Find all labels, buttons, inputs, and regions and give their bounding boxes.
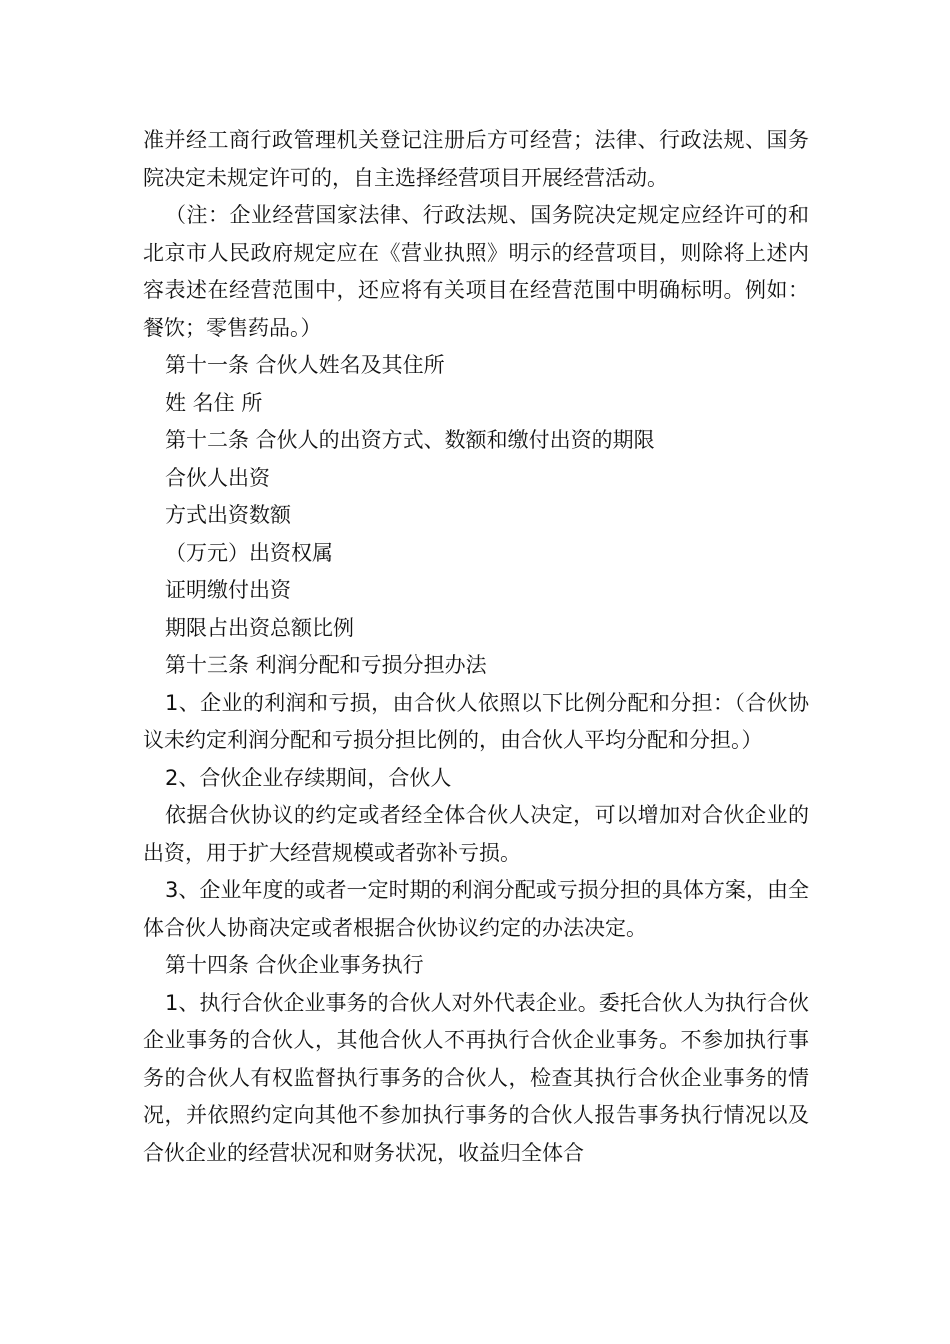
article-12-heading: 第十二条 合伙人的出资方式、数额和缴付出资的期限 <box>165 428 655 452</box>
contribution-table-line-2: 方式出资数额 <box>165 503 291 527</box>
contribution-table-line-1: 合伙人出资 <box>165 465 270 490</box>
article-11-heading: 第十一条 合伙人姓名及其住所 <box>165 353 445 377</box>
contribution-table-line-4: 证明缴付出资 <box>165 578 291 602</box>
article-13-clause-2: 2、合伙企业存续期间，合伙人 <box>165 765 452 790</box>
article-13-clause-3: 3、企业年度的或者一定时期的利润分配或亏损分担的具体方案，由全体合伙人协商决定或者根据合伙协议约定的办法决定。 <box>143 878 809 940</box>
contribution-table-line-3: （万元）出资权属 <box>165 540 333 565</box>
article-14-clause-1: 1、执行合伙企业事务的合伙人对外代表企业。委托合伙人为执行合伙企业事务的合伙人，其他合伙人不再执行合伙企业事务。不参加执行事务的合伙人有权监督执行事务的合伙人，检查其执行合伙企业事务的情况，并依照约定向其他不参加执行事务的合伙人报告事务执行情况以及合伙企业的经营状况和财务状况，收益归全体合 <box>143 990 809 1165</box>
article-13-clause-2-continued: 依据合伙协议的约定或者经全体合伙人决定，可以增加对合伙企业的出资，用于扩大经营规模或者弥补亏损。 <box>143 803 809 865</box>
article-13-heading: 第十三条 利润分配和亏损分担办法 <box>165 653 487 677</box>
paragraph-scope-note: （注：企业经营国家法律、行政法规、国务院决定规定应经许可的和北京市人民政府规定应在《营业执照》明示的经营项目，则除将上述内容表述在经营范围中，还应将有关项目在经营范围中明确标明。例如：餐饮；零售药品。） <box>143 203 809 340</box>
contribution-table-line-5: 期限占出资总额比例 <box>165 615 354 640</box>
partner-table-header: 姓 名住 所 <box>165 390 263 415</box>
article-13-clause-1: 1、企业的利润和亏损，由合伙人依照以下比例分配和分担：（合伙协议未约定利润分配和亏损分担比例的，由合伙人平均分配和分担。） <box>143 690 809 752</box>
paragraph-scope-continuation: 准并经工商行政管理机关登记注册后方可经营；法律、行政法规、国务院决定未规定许可的，自主选择经营项目开展经营活动。 <box>143 128 809 190</box>
document-body <box>143 122 809 1172</box>
article-14-heading: 第十四条 合伙企业事务执行 <box>165 953 424 977</box>
